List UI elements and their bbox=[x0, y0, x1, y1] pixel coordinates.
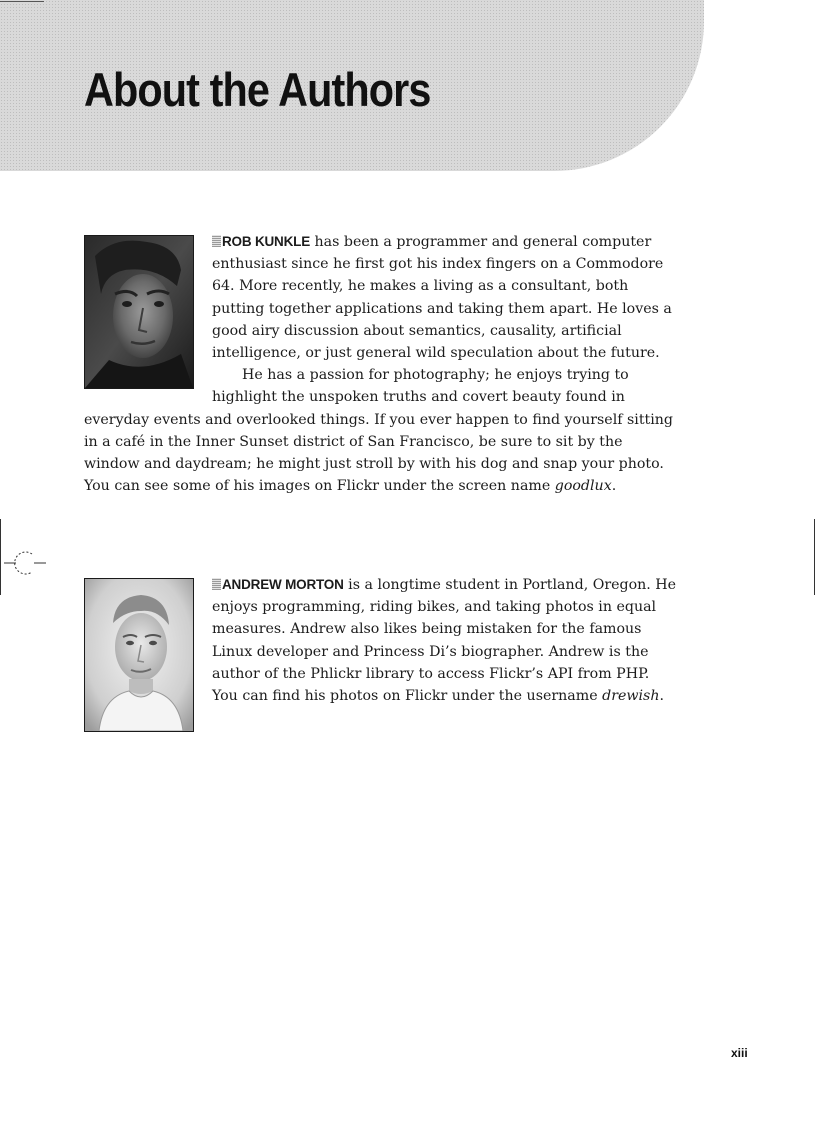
registration-mark-icon bbox=[2, 545, 48, 581]
flickr-username: drewish bbox=[602, 688, 660, 705]
bullet-marker-icon bbox=[212, 578, 221, 590]
author-photo-andrew-morton bbox=[84, 578, 194, 732]
right-margin-rule bbox=[814, 519, 815, 595]
corner-rule bbox=[0, 1, 44, 2]
author-photo-rob-kunkle bbox=[84, 235, 194, 389]
sentence-end: . bbox=[659, 688, 664, 705]
sentence-end: . bbox=[611, 478, 617, 495]
bio-paragraph-text: He has a passion for photography; he enjoys trying to highlight the unspoken truths and covert beauty found in everyday events and overlooked things. If you ever happen to find yourself sitting in a café in the Inner Sunset district of San Francisco, be sure to sit by the window and daydream; he might just stroll by with his dog and snap your photo. You can see some of his images on Flickr under the screen name bbox=[84, 367, 673, 495]
author-name: ANDREW MORTON bbox=[222, 577, 344, 592]
author-name: ROB KUNKLE bbox=[222, 234, 310, 249]
left-margin-rule bbox=[0, 519, 1, 595]
page-title: About the Authors bbox=[84, 63, 431, 116]
author-bio-rob-kunkle bbox=[84, 231, 678, 497]
bullet-marker-icon bbox=[212, 235, 221, 247]
bio-paragraph-text: has been a programmer and general computer enthusiast since he first got his index fingers on a Commodore 64. More recently, he makes a living as a consultant, both putting together applications and taking them apart. He loves a good airy discussion about semantics, causality, artificial intelligence, or just general wild speculation about the future. bbox=[212, 234, 672, 362]
bio-paragraph-text: is a longtime student in Portland, Oregon. He enjoys programming, riding bikes, and taking photos in equal measures. Andrew also likes being mistaken for the famous Linux developer and Princess Di’s biographer. Andrew is the author of the Phlickr library to access Flickr’s API from PHP. You can find his photos on Flickr under the username bbox=[212, 577, 677, 705]
flickr-screen-name: goodlux bbox=[554, 478, 612, 495]
author-bio-andrew-morton bbox=[84, 574, 678, 734]
portrait-image bbox=[85, 236, 193, 388]
portrait-image bbox=[85, 579, 193, 731]
page-number: xiii bbox=[731, 1046, 748, 1060]
